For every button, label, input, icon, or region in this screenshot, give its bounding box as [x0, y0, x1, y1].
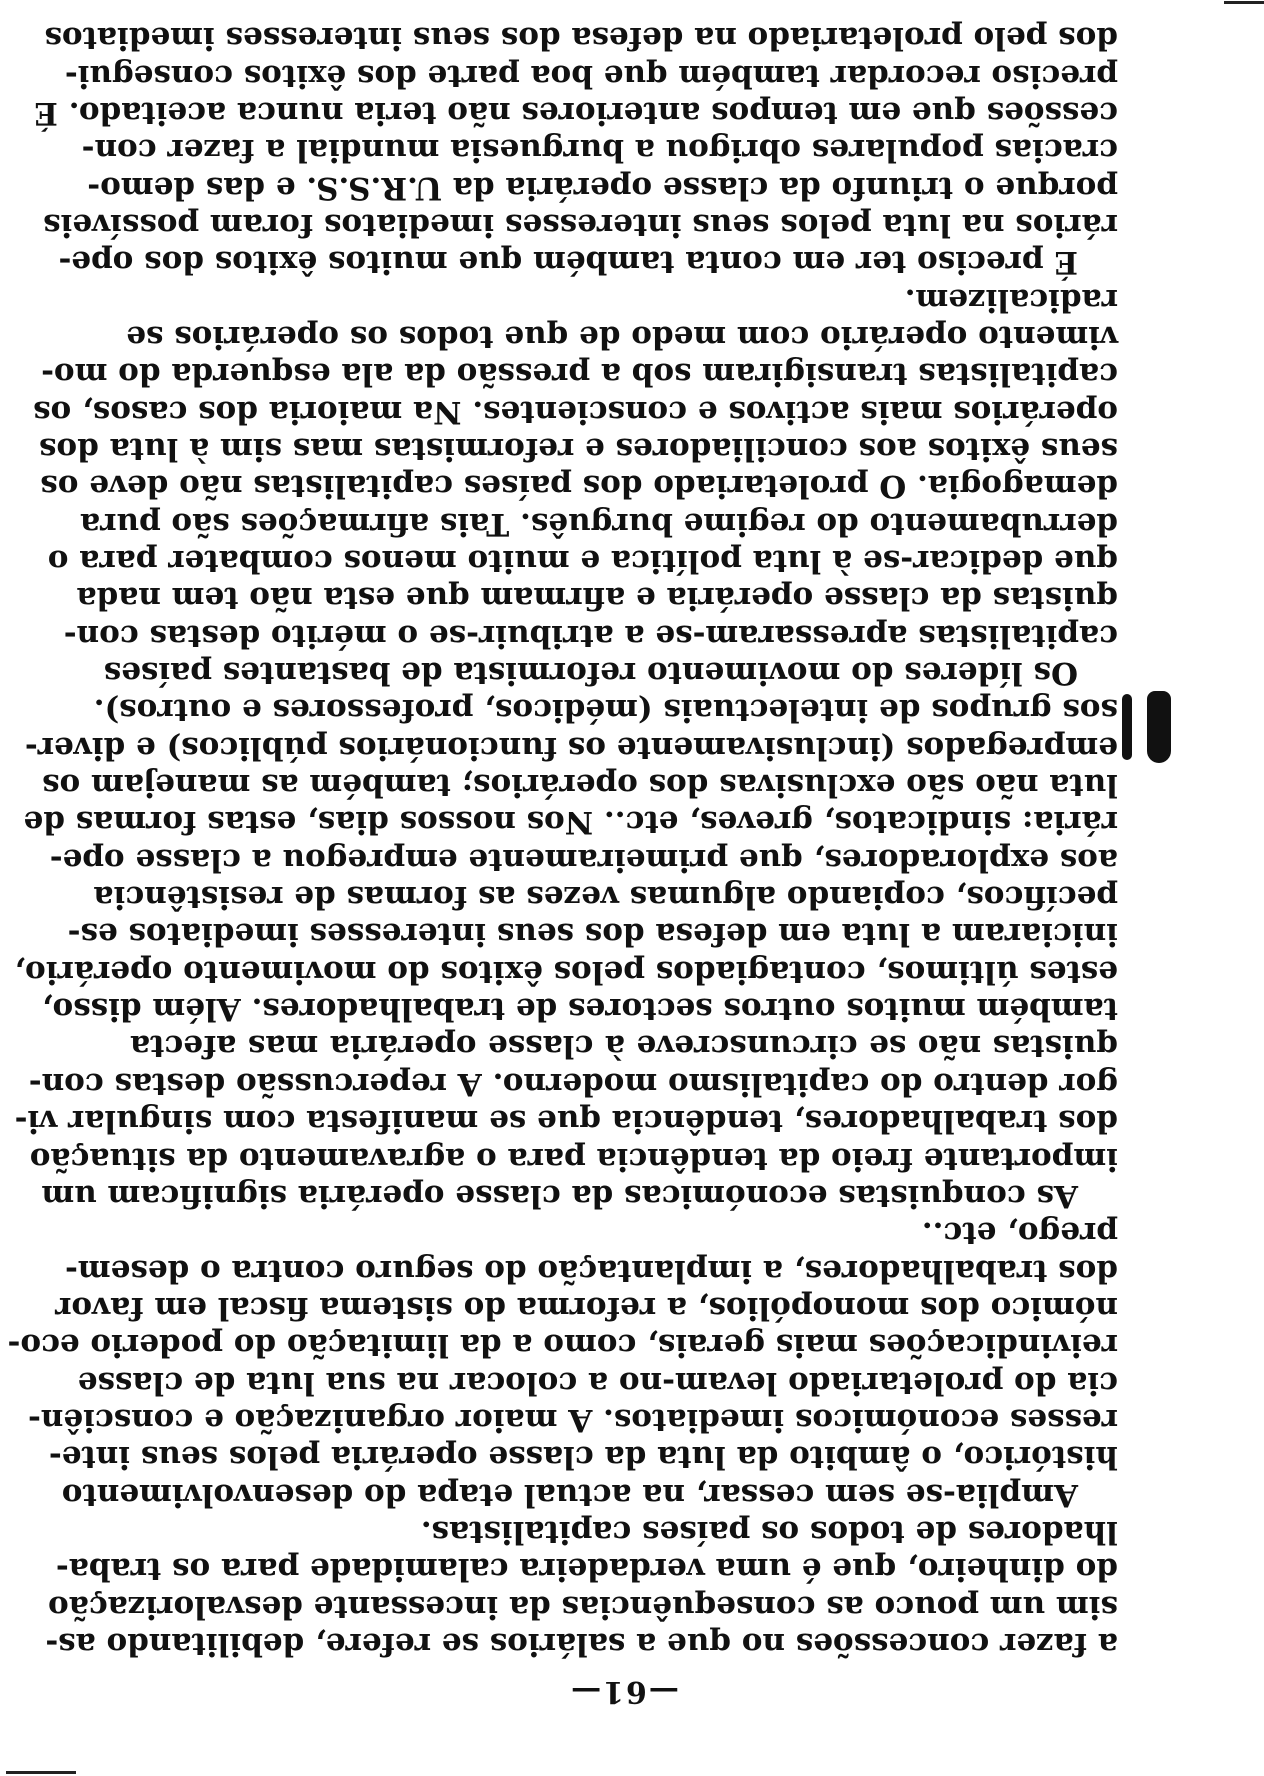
- text-line: capitalistas transigiram sob a pressão da ala esquerda do mo-: [41, 356, 1118, 393]
- text-line: operários mais activos e conscientes. Na maioria dos casos, os: [33, 393, 1118, 430]
- scan-edge-mark: [6, 1771, 76, 1774]
- text-line: demagogia. O proletariado dos países capitalistas não deve os: [40, 468, 1118, 505]
- page-number: —61—: [569, 1674, 679, 1709]
- text-line: rária: sindicatos, greves, etc.. Nos nossos dias, estas formas de: [23, 804, 1118, 841]
- text-line: gor dentro do capitalismo moderno. A repercussão destas con-: [28, 1065, 1118, 1102]
- text-line: rários na luta pelos seus interesses imediatos foram possíveis: [43, 206, 1118, 243]
- text-line: dos trabalhadores, tendência que se manifesta com singular vi-: [14, 1103, 1118, 1140]
- text-line: seus êxitos aos conciliadores e reformistas mas sim à luta dos: [39, 431, 1118, 467]
- text-line: quistas da classe operária e afirmam que esta não tem nada: [76, 580, 1118, 617]
- text-line: As conquistas económicas da classe operária significam um: [41, 1177, 1078, 1214]
- text-line: sim um pouco as consequências da incessante desvalorização: [48, 1588, 1118, 1625]
- text-line: É preciso ter em conta também que muitos êxitos dos ope-: [58, 244, 1078, 281]
- text-line: Amplia-se sem cessar, na actual etapa do desenvolvimento: [61, 1476, 1078, 1513]
- text-line: do dinheiro, que é uma verdadeira calamidade para os traba-: [55, 1551, 1118, 1588]
- text-line: também muitos outros sectores de trabalhadores. Além disso,: [41, 991, 1118, 1028]
- text-line: sos grupos de intelectuais (médicos, professores e outros).: [93, 692, 1118, 729]
- text-line: derrubamento do regime burguês. Tais afirmações são pura: [80, 505, 1118, 542]
- text-line: prego, etc..: [921, 1215, 1118, 1252]
- text-line: dos pelo proletariado na defesa dos seus interesses imediatos: [44, 20, 1118, 57]
- text-line: cracias populares obrigou a burguesia mundial a fazer con-: [81, 132, 1118, 169]
- text-line: porque o triunfo da classe operária da U.R.S.S. e das demo-: [87, 169, 1118, 206]
- text-line: Os líderes do movimento reformista de bastantes países: [103, 655, 1078, 692]
- text-line: cessões que em tempos anteriores não teria nunca aceitado. É: [34, 94, 1118, 131]
- text-line: a fazer concessões no que a salários se refere, debilitando as-: [45, 1626, 1118, 1662]
- text-line: lhadores de todos os países capitalistas.: [420, 1513, 1118, 1550]
- text-line: vimento operário com medo de que todos os operários se: [126, 318, 1118, 355]
- text-line: pecíficos, copiando algumas vezes as formas de resistência: [93, 879, 1118, 916]
- text-line: histórico, o âmbito da luta da classe operária pelos seus inte-: [48, 1439, 1118, 1476]
- text-line: aos exploradores, que primeiramente empregou a classe ope-: [49, 841, 1118, 878]
- text-line: reivindicações mais gerais, como a da limitação do poderio eco-: [7, 1327, 1118, 1364]
- body-text: [7, 19, 1118, 1716]
- text-line: importante freio da tendência para o agravamento da situação: [29, 1140, 1118, 1177]
- text-line: luta não são exclusivas dos operários; também as manejam os: [42, 767, 1118, 804]
- text-line: nómico dos monopólios, a reforma do sistema fiscal em favor: [55, 1289, 1118, 1326]
- text-line: quistas não se circunscreve à classe operária mas afecta: [130, 1028, 1118, 1065]
- binding-hole-mark: [1122, 694, 1132, 760]
- text-line: que dedicar-se à luta política e muito menos combater para o: [47, 543, 1118, 580]
- text-line: resses económicos imediatos. A maior organização e consciên-: [27, 1401, 1118, 1438]
- text-line: empregados (inclusivamente os funcionários públicos) e diver-: [24, 729, 1118, 766]
- text-line: estes últimos, contagiados pelos êxitos do movimento operário,: [14, 953, 1118, 990]
- binding-hole-mark: [1147, 691, 1171, 763]
- text-line: capitalistas apressaram-se a atribuir-se o mérito destas con-: [63, 617, 1118, 654]
- scan-edge-mark: [1224, 1, 1264, 4]
- text-line: cia do proletariado levam-no a colocar na sua luta de classe: [77, 1364, 1118, 1401]
- text-line: iniciaram a luta em defesa dos seus interesses imediatos es-: [67, 916, 1118, 953]
- text-line: radicalizem.: [904, 281, 1118, 318]
- text-line: preciso recordar também que boa parte dos êxitos consegui-: [64, 57, 1118, 94]
- text-line: dos trabalhadores, a implantação do seguro contra o desem-: [65, 1252, 1118, 1289]
